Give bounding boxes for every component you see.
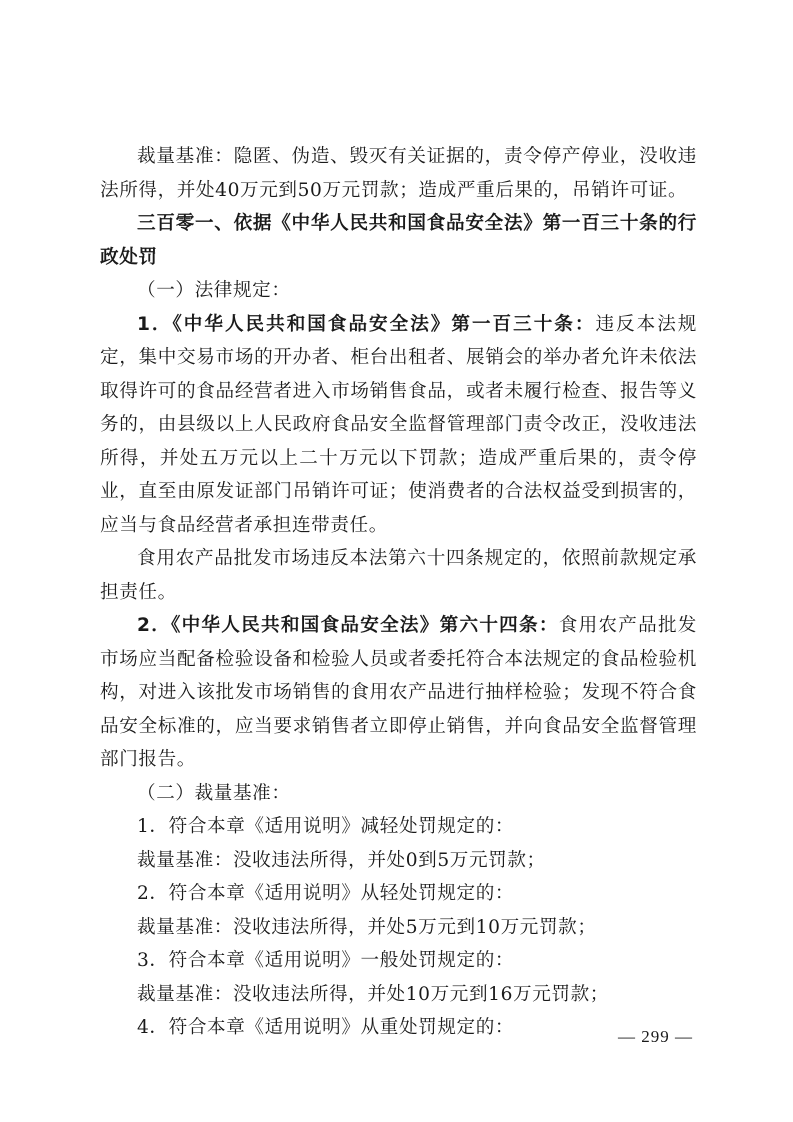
law-citation: 1．《中华人民共和国食品安全法》第一百三十条： (137, 313, 596, 335)
list-item: 1．符合本章《适用说明》减轻处罚规定的： (137, 816, 515, 837)
paragraph: 裁量基准：隐匿、伪造、毁灭有关证据的，责令停产停业，没收违法所得，并处40万元到50万元罚款；造成严重后果的，吊销许可证。 (100, 146, 697, 201)
list-item: 4．符合本章《适用说明》从重处罚规定的： (137, 1017, 515, 1038)
list-item-standard: 裁量基准：没收违法所得，并处0到5万元罚款； (137, 849, 546, 871)
page-body (100, 140, 697, 1045)
list-item: 3．符合本章《适用说明》一般处罚规定的： (137, 950, 515, 971)
law-text: 违反本法规定，集中交易市场的开办者、柜台出租者、展销会的举办者允许未依法取得许可的食品经营者进入市场销售食品，或者未履行检查、报告等义务的，由县级以上人民政府食品安全监督管理部门责令改正，没收违法所得，并处五万元以上二十万元以下罚款；造成严重后果的，责令停业，直至由原发证部门吊销许可证；使消费者的合法权益受到损害的，应当与食品经营者承担连带责任。 (100, 313, 697, 536)
law-text: 食用农产品批发市场应当配备检验设备和检验人员或者委托符合本法规定的食品检验机构，对进入该批发市场销售的食用农产品进行抽样检验；发现不符合食品安全标准的，应当要求销售者立即停止销售，并向食品安全监督管理部门报告。 (100, 615, 698, 770)
paragraph: 食用农产品批发市场违反本法第六十四条规定的，依照前款规定承担责任。 (100, 548, 697, 603)
subsection-heading-discretion-standards: （二）裁量基准： (137, 782, 291, 804)
list-item-standard: 裁量基准：没收违法所得，并处10万元到16万元罚款； (137, 983, 609, 1005)
paragraph-article-130 (100, 308, 697, 543)
list-item-standard: 裁量基准：没收违法所得，并处5万元到10万元罚款； (137, 916, 597, 938)
list-item: 2．符合本章《适用说明》从轻处罚规定的： (137, 883, 515, 904)
page-number: — 299 — (618, 1027, 693, 1046)
law-citation: 2．《中华人民共和国食品安全法》第六十四条： (137, 615, 559, 636)
subsection-heading-legal-provisions: （一）法律规定： (137, 280, 291, 301)
paragraph-article-64 (100, 609, 697, 777)
section-title: 三百零一、依据《中华人民共和国食品安全法》第一百三十条的行政处罚 (100, 213, 697, 268)
